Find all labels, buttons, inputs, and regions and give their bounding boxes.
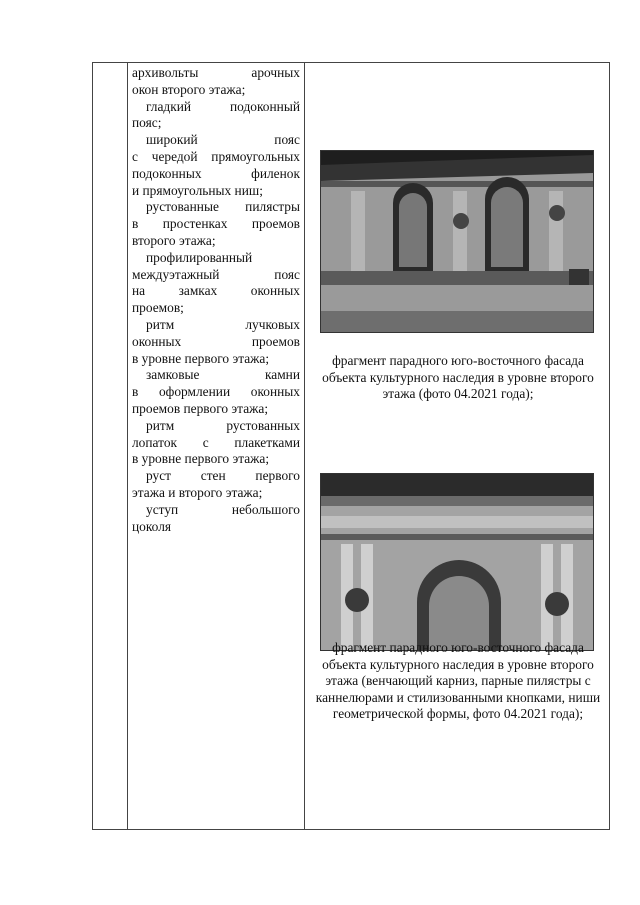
- feature-line: проемов первого этажа;: [132, 400, 269, 416]
- feature-line: рустованные пилястры: [146, 199, 300, 215]
- facade-photo-2: [320, 473, 594, 651]
- feature-line: цоколя: [132, 518, 172, 534]
- facade-photo-1-image: [321, 151, 593, 332]
- feature-item-cont: [132, 485, 300, 502]
- feature-item-cont: [132, 233, 300, 250]
- feature-line: ритм лучковых: [146, 316, 300, 332]
- feature-item-cont: [132, 351, 300, 368]
- feature-line: на замках оконных: [132, 283, 300, 299]
- feature-item-cont: [132, 401, 300, 418]
- feature-item-cont: [132, 435, 300, 452]
- feature-item: [132, 65, 300, 82]
- feature-line: профилированный: [146, 249, 253, 265]
- feature-item: [132, 418, 300, 435]
- feature-item-cont: [132, 451, 300, 468]
- feature-item: [132, 250, 300, 267]
- feature-line: широкий пояс: [146, 132, 300, 148]
- feature-item: [132, 199, 300, 216]
- feature-item-cont: [132, 115, 300, 132]
- feature-item-cont: [132, 300, 300, 317]
- feature-item: [132, 502, 300, 519]
- facade-photo-1: [320, 150, 594, 333]
- feature-item-cont: [132, 166, 300, 183]
- feature-line: второго этажа;: [132, 232, 216, 248]
- facade-photo-1-caption: фрагмент парадного юго-восточного фасада объекта культурного наследия в уровне второго этажа (фото 04.2021 года);: [322, 353, 594, 402]
- feature-item: [132, 468, 300, 485]
- facade-photo-2-image: [321, 474, 593, 650]
- feature-item: [132, 317, 300, 334]
- feature-line: оконных проемов: [132, 333, 300, 349]
- column-divider-1: [127, 63, 128, 829]
- feature-item-cont: [132, 384, 300, 401]
- feature-line: в простенках проемов: [132, 216, 300, 232]
- feature-line: в уровне первого этажа;: [132, 350, 270, 366]
- column-divider-2: [304, 63, 305, 829]
- feature-line: междуэтажный пояс: [132, 266, 300, 282]
- feature-item: [132, 132, 300, 149]
- feature-line: в оформлении оконных: [132, 384, 300, 400]
- feature-line: лопаток с плакетками: [132, 434, 300, 450]
- facade-photo-2-caption: фрагмент парадного юго-восточного фасада объекта культурного наследия в уровне второго этажа (венчающий карниз, парные пилястры с каннелюрами и стилизованными кнопками, ниши геометрической формы, фото 04.2021 года);: [315, 640, 601, 722]
- feature-item-cont: [132, 334, 300, 351]
- feature-line: в уровне первого этажа;: [132, 451, 270, 467]
- feature-line: проемов;: [132, 300, 184, 316]
- feature-item-cont: [132, 149, 300, 166]
- feature-line: с чередой прямоугольных: [132, 148, 300, 164]
- features-column: [132, 65, 300, 535]
- feature-line: архивольты арочных: [132, 65, 300, 80]
- feature-line: этажа и второго этажа;: [132, 484, 263, 500]
- feature-item: [132, 99, 300, 116]
- feature-line: пояс;: [132, 115, 162, 131]
- feature-item: [132, 367, 300, 384]
- feature-item-cont: [132, 82, 300, 99]
- feature-line: подоконных филенок: [132, 165, 300, 181]
- feature-item-cont: [132, 283, 300, 300]
- feature-item-cont: [132, 267, 300, 284]
- feature-line: ритм рустованных: [146, 417, 300, 433]
- feature-line: окон второго этажа;: [132, 81, 246, 97]
- feature-item-cont: [132, 183, 300, 200]
- feature-item-cont: [132, 216, 300, 233]
- features-table: [92, 62, 610, 830]
- feature-line: замковые камни: [146, 367, 300, 383]
- feature-item-cont: [132, 519, 300, 536]
- feature-line: руст стен первого: [146, 468, 300, 484]
- feature-line: уступ небольшого: [146, 501, 300, 517]
- feature-line: и прямоугольных ниш;: [132, 182, 263, 198]
- feature-line: гладкий подоконный: [146, 98, 300, 114]
